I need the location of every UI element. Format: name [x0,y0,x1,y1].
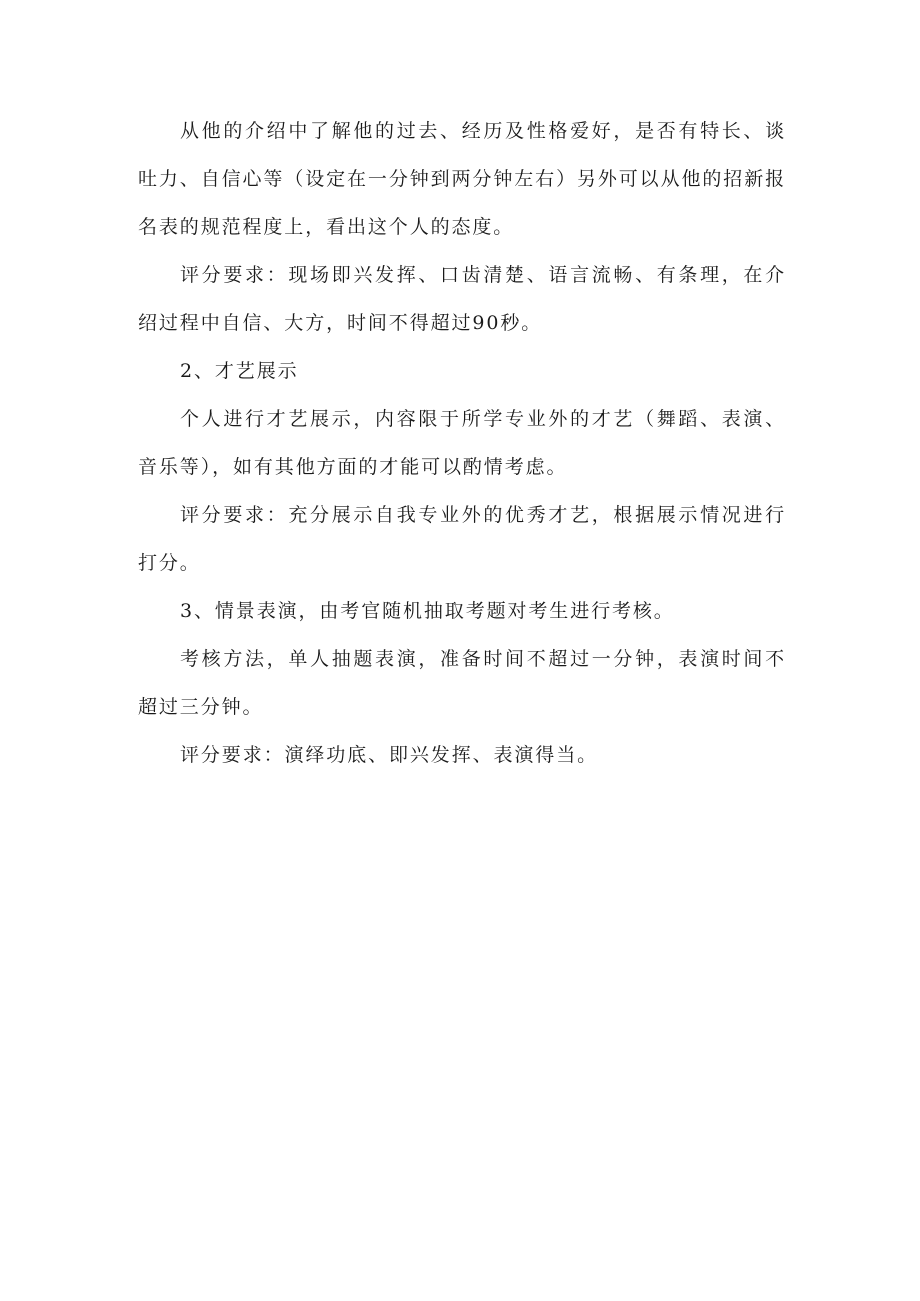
paragraph-intro-scoring: 评分要求：现场即兴发挥、口齿清楚、语言流畅、有条理，在介绍过程中自信、大方，时间不得超过90秒。 [138,264,786,334]
paragraph-intro-observation: 从他的介绍中了解他的过去、经历及性格爱好，是否有特长、谈吐力、自信心等（设定在一分钟到两分钟左右）另外可以从他的招新报名表的规范程度上，看出这个人的态度。 [138,120,786,238]
paragraph-talent-scoring: 评分要求：充分展示自我专业外的优秀才艺，根据展示情况进行打分。 [138,504,786,574]
section-heading-scenario-performance: 3、情景表演，由考官随机抽取考题对考生进行考核。 [180,600,675,622]
paragraph-talent-description: 个人进行才艺展示，内容限于所学专业外的才艺（舞蹈、表演、音乐等），如有其他方面的才能可以酌情考虑。 [138,408,786,478]
paragraph-performance-method: 考核方法，单人抽题表演，准备时间不超过一分钟，表演时间不超过三分钟。 [138,648,786,718]
section-heading-talent-show: 2、才艺展示 [180,360,299,382]
paragraph-performance-scoring: 评分要求：演绎功底、即兴发挥、表演得当。 [180,744,599,766]
